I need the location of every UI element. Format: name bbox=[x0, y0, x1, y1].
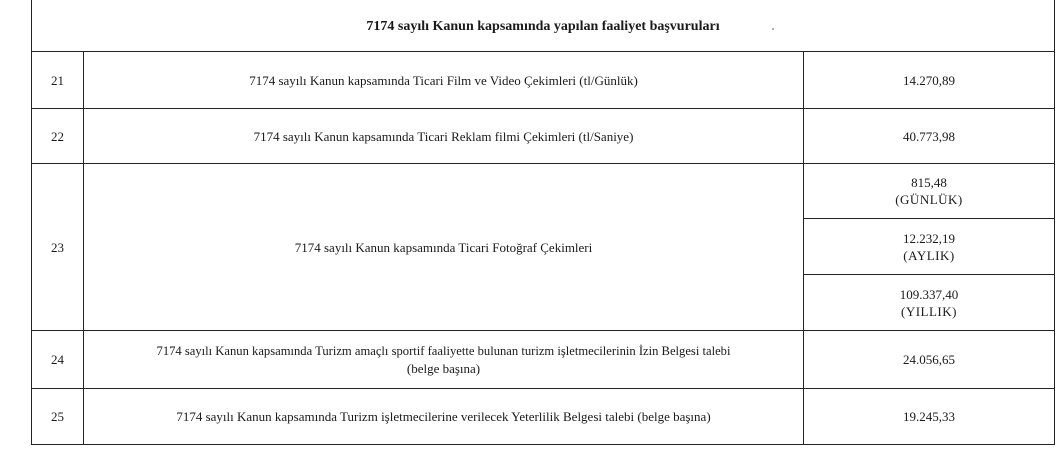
row-number: 24 bbox=[32, 331, 84, 389]
row-number: 23 bbox=[32, 164, 84, 331]
row-amount-yearly bbox=[804, 275, 1055, 331]
row-amount: 19.245,33 bbox=[804, 389, 1055, 445]
row-description: 7174 sayılı Kanun kapsamında Ticari Film ve Video Çekimleri (tl/Günlük) bbox=[84, 52, 804, 109]
amount-unit: (GÜNLÜK) bbox=[895, 192, 963, 207]
table-title: 7174 sayılı Kanun kapsamında yapılan faaliyet başvuruları bbox=[32, 0, 1055, 52]
fee-table bbox=[31, 0, 1055, 445]
table-row bbox=[32, 109, 1055, 164]
row-number: 25 bbox=[32, 389, 84, 445]
table-row bbox=[32, 389, 1055, 445]
table-row bbox=[32, 164, 1055, 219]
row-description-line2: (belge başına) bbox=[406, 360, 481, 376]
scan-speck bbox=[772, 28, 774, 30]
row-amount-monthly bbox=[804, 219, 1055, 275]
amount-value: 815,48 bbox=[911, 175, 947, 190]
amount-unit: (YILLIK) bbox=[901, 303, 957, 319]
row-description bbox=[84, 331, 804, 389]
row-amount: 24.056,65 bbox=[804, 331, 1055, 389]
row-amount: 40.773,98 bbox=[804, 109, 1055, 164]
table-header-row bbox=[32, 0, 1055, 52]
amount-value: 109.337,40 bbox=[899, 286, 959, 302]
table-row bbox=[32, 52, 1055, 109]
row-number: 22 bbox=[32, 109, 84, 164]
row-description: 7174 sayılı Kanun kapsamında Turizm işletmecilerine verilecek Yeterlilik Belgesi talebi (belge başına) bbox=[84, 389, 804, 445]
amount-unit: (AYLIK) bbox=[903, 247, 955, 263]
amount-value: 12.232,19 bbox=[903, 230, 955, 246]
row-amount: 14.270,89 bbox=[804, 52, 1055, 109]
row-number: 21 bbox=[32, 52, 84, 109]
row-description: 7174 sayılı Kanun kapsamında Ticari Reklam filmi Çekimleri (tl/Saniye) bbox=[84, 109, 804, 164]
table-row bbox=[32, 331, 1055, 389]
row-description: 7174 sayılı Kanun kapsamında Ticari Fotoğraf Çekimleri bbox=[84, 164, 804, 331]
row-description-line1: 7174 sayılı Kanun kapsamında Turizm amaçlı sportif faaliyette bulunan turizm işletmecilerinin İzin Belgesi talebi bbox=[156, 343, 731, 358]
row-amount-daily bbox=[804, 164, 1055, 219]
